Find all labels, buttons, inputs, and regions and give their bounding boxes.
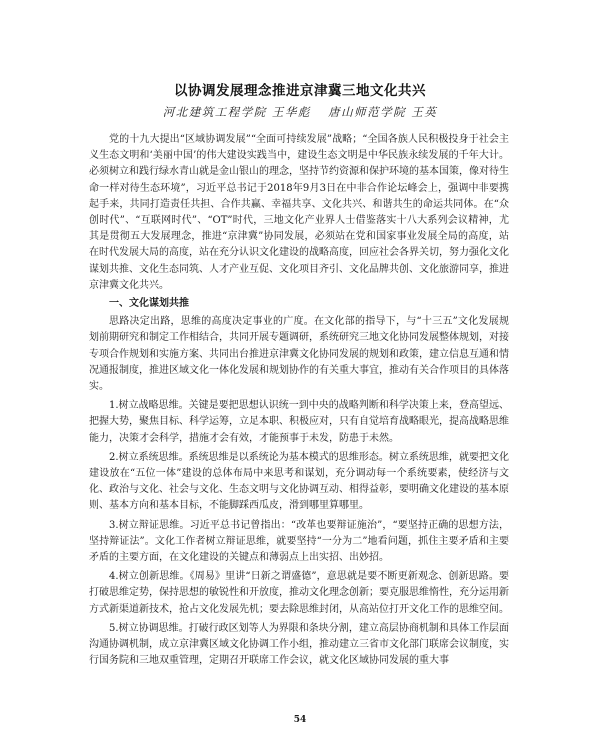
article-body	[89, 132, 509, 670]
paragraph-systems-thinking: 2.树立系统思维。系统思维是以系统论为基本模式的思维形态。树立系统思维，就要把文化建设放在“五位一体”建设的总体布局中来思考和谋划，充分调动每一个系统要素，使经济与文化、政治与文化、社会与文化、生态文明与文化协调互动、相得益彰，要明确文化建设的基本原则、基本方向和基本目标，不能脚踩西瓜皮，滑到哪里算哪里。	[89, 451, 509, 512]
author-line	[0, 104, 600, 120]
page-number: 54	[293, 715, 307, 725]
paragraph-intro: 党的十九大提出“区域协调发展”“全面可持续发展”战略；“全国各族人民积极投身于社会主义生态文明和‘美丽中国’的伟大建设实践当中，建设生态文明是中华民族永续发展的千年大计。必须树立和践行绿水青山就是金山银山的理念，坚持节约资源和保护环境的基本国策，像对待生命一样对待生态环境”，习近平总书记于2018年9月3日在中非合作论坛峰会上，强调中非要携起手来，共同打造责任共担、合作共赢、幸福共享、文化共兴、和谐共生的命运共同体。在“众创时代”、“互联网时代”、“OT”时代，三地文化产业界人士借鉴落实十八大系列会议精神，尤其是贯彻五大发展理念，推进“京津冀”协同发展，必须站在党和国家事业发展全局的高度，站在时代发展大局的高度，站在充分认识文化建设的战略高度，回应社会各界关切，努力强化文化谋划共推、文化生态同筑、人才产业互促、文化项目齐引、文化品牌共创、文化旅游同享，推进京津冀文化共兴。	[89, 134, 509, 291]
author-1: 河北建筑工程学院 王华彪	[162, 105, 311, 119]
paragraph-strategic-thinking: 1.树立战略思维。关键是要把思想认识统一到中央的战略判断和科学决策上来，登高望远、把握大势，聚焦目标、科学运筹，立足本职、积极应对，只有自觉培育战略眼光，提高战略思维能力，决策才会科学，措施才会有效，才能预事于未发，防患于未然。	[89, 400, 509, 444]
paragraph-dialectical-thinking: 3.树立辩证思维。习近平总书记曾指出：“改革也要辩证施治”，“要坚持正确的思想方法，坚持辩证法”。文化工作者树立辩证思维，就要坚持“一分为二”地看问题，抓住主要矛盾和主要矛盾的主要方面，在文化建设的关键点和薄弱点上出实招、出妙招。	[89, 519, 509, 564]
article-title: 以协调发展理念推进京津冀三地文化共兴	[174, 83, 426, 99]
paragraph-innovative-thinking: 4.树立创新思维。《周易》里讲“日新之谓盛德”，意思就是要不断更新观念、创新思路。要打破思维定势，保持思想的敏锐性和开放度，推动文化理念创新；要克服思维惰性，充分运用新方式新渠道新技术，抢占文化发展先机；要去除思维封闭，从高站位打开文化工作的思维空间。	[89, 571, 509, 615]
section-heading-1: 一、文化谋划共推	[109, 298, 189, 310]
author-2: 唐山师范学院 王英	[328, 105, 438, 119]
paragraph-section-intro: 思路决定出路，思维的高度决定事业的广度。在文化部的指导下，与“十三五”文化发展规划前期研究和制定工作相结合，共同开展专题调研，系统研究三地文化协同发展整体规划，对接专项合作规划和实施方案、共同出台推进京津冀文化协同发展的规划和政策，建立信息互通和情况通报制度，推进区域文化一体化发展和规划协作的有关重大事宜，推动有关合作项目的具体落实。	[89, 316, 509, 393]
paragraph-coordination-thinking: 5.树立协调思维。打破行政区划等人为界限和条块分割，建立高层协商机制和具体工作层面沟通协调机制，成立京津冀区域文化协调工作小组，推动建立三省市文化部门联席会议制度，实行国务院和三地双重管理，定期召开联席工作会议，就文化区域协同发展的重大事	[89, 622, 509, 667]
